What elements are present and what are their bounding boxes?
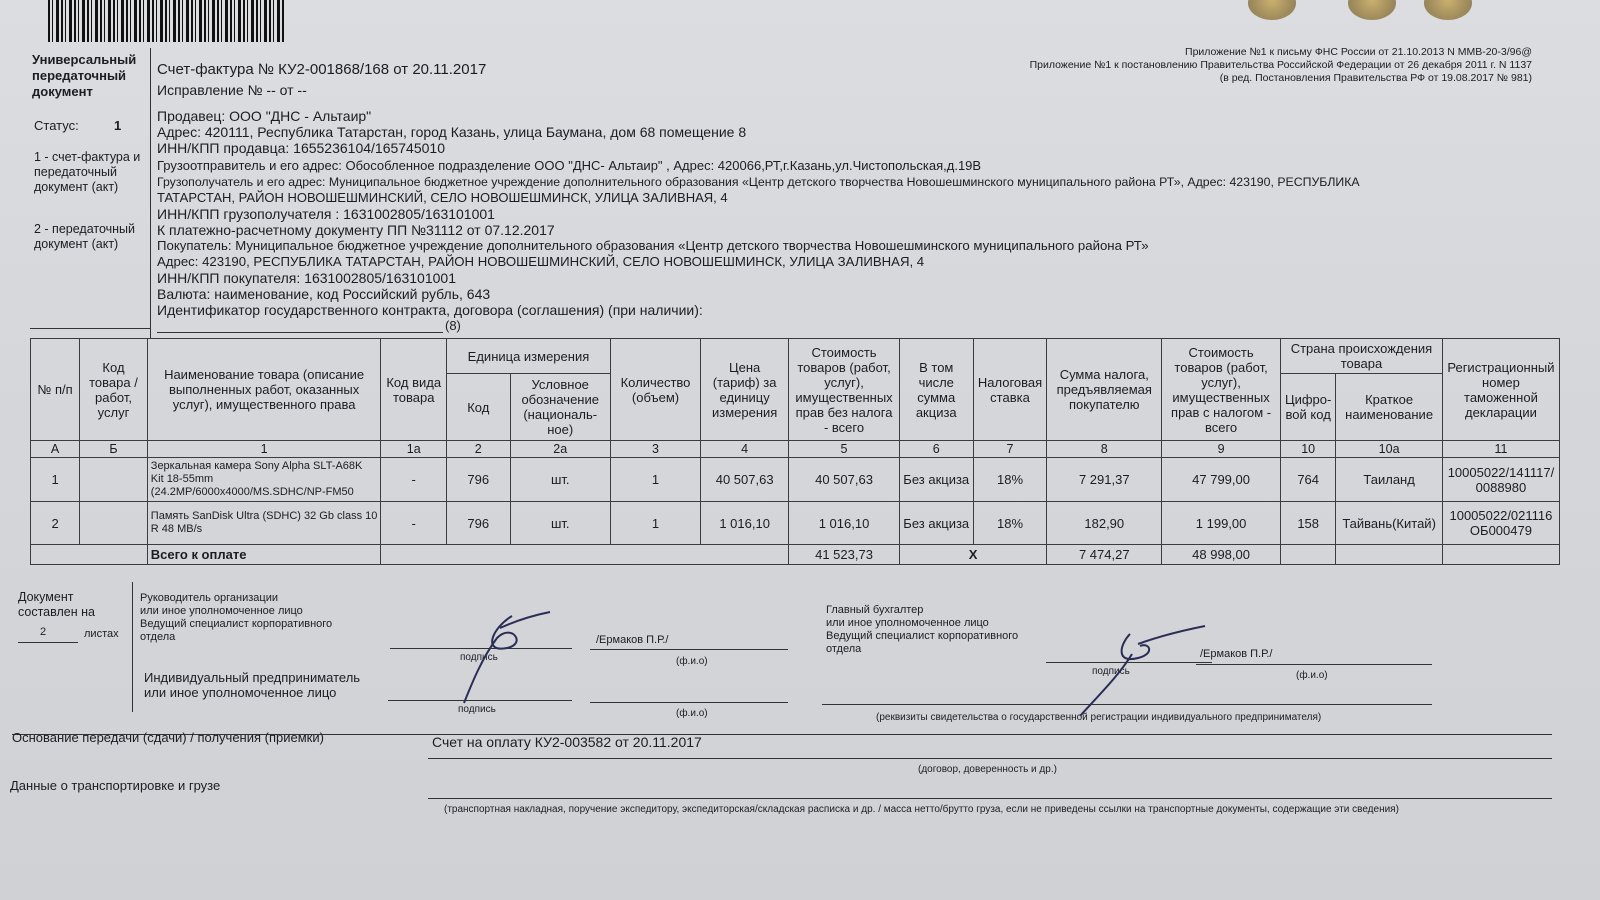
status-option-2: 2 - передаточный документ (акт): [34, 222, 136, 251]
row-name: Память SanDisk Ultra (SDHC) 32 Gb class 10 R 48 MB/s: [147, 502, 381, 545]
row-price: 40 507,63: [701, 458, 789, 502]
row-cost-with-tax: 47 799,00: [1162, 458, 1281, 502]
chief-name: /Ермаков П.Р./: [1200, 648, 1273, 660]
consignee-address: ТАТАРСТАН, РАЙОН НОВОШЕШМИНСКИЙ, СЕЛО НОВОШЕШМИНСК, УЛИЦА ЗАЛИВНАЯ, 4: [157, 190, 728, 205]
buyer-address: Адрес: 423190, РЕСПУБЛИКА ТАТАРСТАН, РАЙОН НОВОШЕШМИНСКИЙ, СЕЛО НОВОШЕШМИНСК, УЛИЦА ЗАЛИВНАЯ, 4: [157, 254, 925, 269]
contract-id-line: [157, 332, 443, 333]
row-unit-code: 796: [447, 458, 511, 502]
row-name: Зеркальная камера Sony Alpha SLT-A68K Kit 18-55mm (24.2MP/6000x4000/MS.SDHC/NP-FM50: [147, 458, 381, 502]
row-country-code: 158: [1281, 502, 1336, 545]
header-kind: Код вида товара: [381, 339, 447, 441]
basis-line: [428, 758, 1552, 759]
total-label: Всего к оплате: [147, 545, 381, 565]
header-code: Код товара / работ, услуг: [80, 339, 148, 441]
header-unit-code: Код: [447, 374, 511, 441]
column-number: 9: [1162, 441, 1281, 458]
consignee-inn: ИНН/КПП грузополучателя : 1631002805/163101001: [157, 206, 495, 222]
total-excise: Х: [899, 545, 1047, 565]
ip-fio-caption: (ф.и.о): [676, 708, 708, 719]
row-code: [80, 458, 148, 502]
appendix-line-3: (в ред. Постановления Правительства РФ от 19.08.2017 № 981): [1219, 72, 1532, 84]
header-country: Страна происхождения товара: [1281, 339, 1443, 374]
chief-fio-caption: (ф.и.о): [1296, 670, 1328, 681]
document-type-title: Универсальный передаточный документ: [32, 52, 137, 99]
row-unit-name: шт.: [510, 458, 610, 502]
doc-pages-value: 2: [40, 626, 47, 638]
column-number: 1а: [381, 441, 447, 458]
row-kind: -: [381, 502, 447, 545]
head-fio-caption: (ф.и.о): [676, 656, 708, 667]
seller: Продавец: ООО "ДНС - Альтаир": [157, 108, 372, 124]
appendix-line-2: Приложение №1 к постановлению Правительства Российской Федерации от 26 декабря 2011 г. N 1137: [1029, 59, 1532, 71]
column-number: 6: [899, 441, 973, 458]
ip-signature-caption: подпись: [458, 704, 496, 715]
transport-caption: (транспортная накладная, поручение экспедитору, экспедиторская/складская расписка и др. / масса нетто/брутто груза, если не приведены ссылки на транспортные документы, содержащие эти сведения): [444, 804, 1399, 815]
row-tax: 7 291,37: [1047, 458, 1162, 502]
table-row: [31, 502, 1560, 545]
binder-hole: [1424, 0, 1472, 20]
seller-address: Адрес: 420111, Республика Татарстан, город Казань, улица Баумана, дом 68 помещение 8: [157, 124, 747, 140]
ip-name-line: [590, 702, 788, 703]
column-number: А: [31, 441, 80, 458]
column-number: 2а: [510, 441, 610, 458]
row-unit-name: шт.: [510, 502, 610, 545]
table-row: [31, 458, 1560, 502]
column-number: 2: [447, 441, 511, 458]
chief-signature-caption: подпись: [1092, 666, 1130, 677]
basis-caption: (договор, доверенность и др.): [918, 764, 1057, 775]
basis-label: Основание передачи (сдачи) / получения (приемки): [12, 730, 324, 745]
buyer-inn: ИНН/КПП покупателя: 1631002805/163101001: [157, 270, 456, 286]
divider: [30, 328, 150, 329]
header-num: № п/п: [31, 339, 80, 441]
row-qty: 1: [610, 458, 700, 502]
payment-document: К платежно-расчетному документу ПП №31112 от 07.12.2017: [157, 222, 555, 238]
transport-label: Данные о транспортировке и грузе: [10, 778, 221, 793]
total-cost-with-tax: 48 998,00: [1162, 545, 1281, 565]
row-customs: 10005022/141117/0088980: [1442, 458, 1559, 502]
head-name: /Ермаков П.Р./: [596, 634, 669, 646]
ip-label: Индивидуальный предприниматель или иное уполномоченное лицо: [144, 670, 361, 700]
binder-hole: [1348, 0, 1396, 20]
row-rate: 18%: [973, 458, 1047, 502]
column-number: 1: [147, 441, 381, 458]
row-customs: 10005022/021116ОБ000479: [1442, 502, 1559, 545]
column-number: 4: [701, 441, 789, 458]
goods-table: [30, 338, 1560, 565]
row-country-code: 764: [1281, 458, 1336, 502]
total-cost-no-tax: 41 523,73: [789, 545, 900, 565]
contract-id-note: (8): [445, 318, 461, 333]
head-org-label: Руководитель организации или иное уполномоченное лицо Ведущий специалист корпоративного отдела: [140, 592, 333, 643]
appendix-line-1: Приложение №1 к письму ФНС России от 21.10.2013 N ММВ-20-3/96@: [1185, 46, 1532, 58]
column-number: 8: [1047, 441, 1162, 458]
head-name-line: [590, 649, 788, 650]
header-country-code: Цифро- вой код: [1281, 374, 1336, 441]
row-unit-code: 796: [447, 502, 511, 545]
header-price: Цена (тариф) за единицу измерения: [701, 339, 789, 441]
row-country-name: Таиланд: [1336, 458, 1443, 502]
total-row: [31, 545, 1560, 565]
column-number: 11: [1442, 441, 1559, 458]
header-cost-with-tax: Стоимость товаров (работ, услуг), имущественных прав с налогом - всего: [1162, 339, 1281, 441]
chief-accountant-label: Главный бухгалтер или иное уполномоченное лицо Ведущий специалист корпоративного отдела: [826, 604, 1019, 655]
row-cost-no-tax: 40 507,63: [789, 458, 900, 502]
column-number: 10а: [1336, 441, 1443, 458]
row-rate: 18%: [973, 502, 1047, 545]
transport-line: [428, 798, 1552, 799]
header-country-name: Краткое наименование: [1336, 374, 1443, 441]
divider: [150, 48, 151, 338]
head-signature-caption: подпись: [460, 652, 498, 663]
header-qty: Количество (объем): [610, 339, 700, 441]
column-number: Б: [80, 441, 148, 458]
contract-id: Идентификатор государственного контракта, договора (соглашения) (при наличии):: [157, 302, 703, 318]
currency: Валюта: наименование, код Российский рубль, 643: [157, 286, 491, 302]
column-number: 3: [610, 441, 700, 458]
buyer: Покупатель: Муниципальное бюджетное учреждение дополнительного образования «Центр детского творчества Новошешминского муниципального района РТ»: [157, 238, 1149, 253]
header-rate: Налоговая ставка: [973, 339, 1047, 441]
row-price: 1 016,10: [701, 502, 789, 545]
barcode: [48, 0, 284, 42]
row-num: 1: [31, 458, 80, 502]
column-number: 10: [1281, 441, 1336, 458]
row-cost-no-tax: 1 016,10: [789, 502, 900, 545]
header-cost-no-tax: Стоимость товаров (работ, услуг), имущественных прав без налога - всего: [789, 339, 900, 441]
correction-number: Исправление № -- от --: [157, 82, 307, 98]
row-code: [80, 502, 148, 545]
row-num: 2: [31, 502, 80, 545]
binder-hole: [1248, 0, 1296, 20]
ip-registration-caption: (реквизиты свидетельства о государственной регистрации индивидуального предпринимателя): [876, 712, 1322, 723]
basis-value: Счет на оплату КУ2-003582 от 20.11.2017: [432, 734, 702, 750]
header-customs: Регистрационный номер таможенной декларации: [1442, 339, 1559, 441]
row-excise: Без акциза: [899, 458, 973, 502]
consignee: Грузополучатель и его адрес: Муниципальное бюджетное учреждение дополнительного образования «Центр детского творчества Новошешминского муниципального района РТ», Адрес: 423190, РЕСПУБЛИКА: [157, 175, 1360, 189]
signature-scribble: [1060, 624, 1210, 724]
row-cost-with-tax: 1 199,00: [1162, 502, 1281, 545]
header-unit-name: Условное обозначение (националь- ное): [510, 374, 610, 441]
doc-pages-unit: листах: [84, 628, 119, 640]
row-qty: 1: [610, 502, 700, 545]
total-tax: 7 474,27: [1047, 545, 1162, 565]
column-numbers-row: [31, 441, 1560, 458]
column-number: 5: [789, 441, 900, 458]
row-kind: -: [381, 458, 447, 502]
header-tax: Сумма налога, предъявляемая покупателю: [1047, 339, 1162, 441]
status-value: 1: [114, 118, 122, 133]
shipper: Грузоотправитель и его адрес: Обособленное подразделение ООО "ДНС- Альтаир" , Адрес: 420066,РТ,г.Казань,ул.Чистопольская,д.19В: [157, 158, 982, 173]
invoice-number: Счет-фактура № КУ2-001868/168 от 20.11.2017: [157, 61, 487, 78]
row-excise: Без акциза: [899, 502, 973, 545]
header-unit: Единица измерения: [447, 339, 611, 374]
chief-name-line: [1196, 664, 1432, 665]
status-label: Статус:: [34, 118, 79, 133]
status-option-1: 1 - счет-фактура и передаточный документ (акт): [34, 150, 141, 194]
signature-scribble: [452, 608, 562, 708]
row-country-name: Тайвань(Китай): [1336, 502, 1443, 545]
header-excise: В том числе сумма акциза: [899, 339, 973, 441]
column-number: 7: [973, 441, 1047, 458]
doc-pages-label: Документ составлен на: [18, 590, 95, 619]
doc-pages-line: [18, 642, 78, 643]
row-tax: 182,90: [1047, 502, 1162, 545]
seller-inn: ИНН/КПП продавца: 1655236104/165745010: [157, 140, 445, 156]
divider: [132, 582, 133, 712]
header-name: Наименование товара (описание выполненных работ, оказанных услуг), имущественного права: [147, 339, 381, 441]
